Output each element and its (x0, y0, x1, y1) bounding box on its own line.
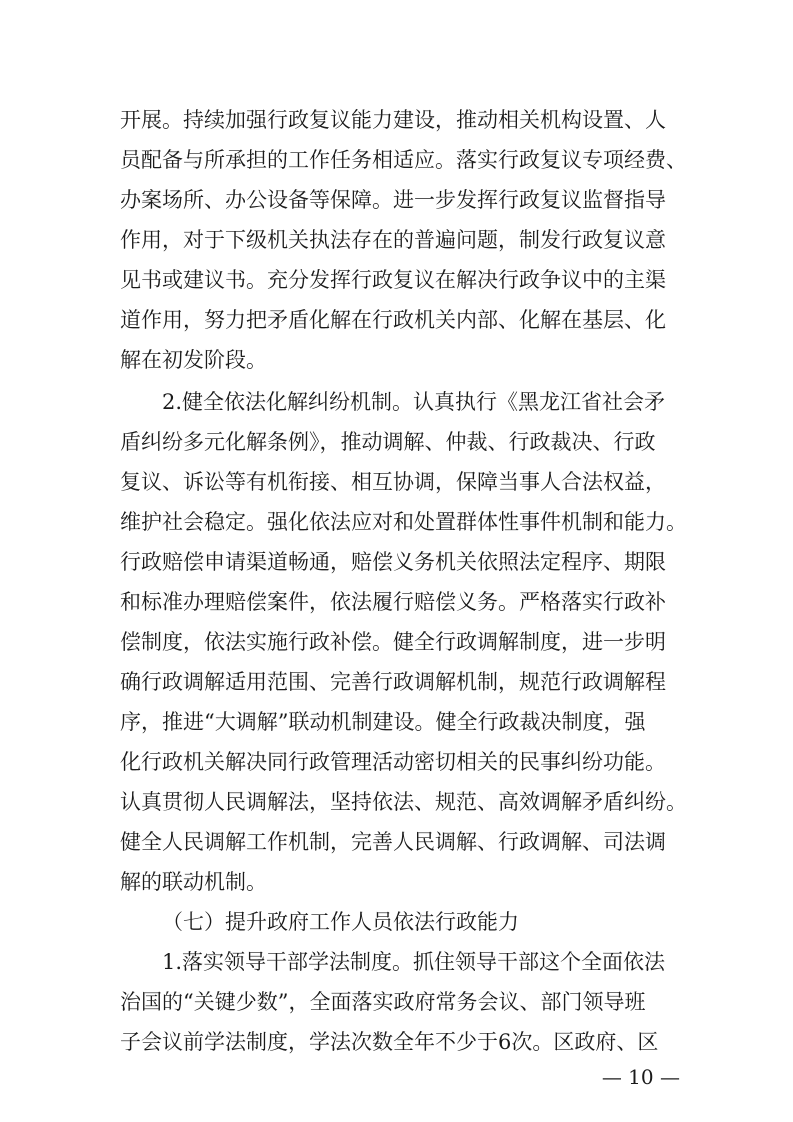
text-line-18: 认真贯彻人民调解法，坚持依法、规范、高效调解矛盾纠纷。 (120, 790, 687, 814)
text-line-8: 2.健全依法化解纠纷机制。认真执行《黑龙江省社会矛 (162, 390, 666, 414)
section-heading: （七）提升政府工作人员依法行政能力 (162, 910, 519, 934)
text-line-17: 化行政机关解决同行政管理活动密切相关的民事纠纷功能。 (120, 750, 666, 774)
text-line-1: 开展。持续加强行政复议能力建设，推动相关机构设置、人 (120, 108, 666, 132)
page-number: — 10 — (601, 1065, 680, 1089)
text-line-4: 作用，对于下级机关执法存在的普遍问题，制发行政复议意 (120, 228, 666, 252)
text-line-10: 复议、诉讼等有机衔接、相互协调，保障当事人合法权益， (120, 470, 666, 494)
text-line-12: 行政赔偿申请渠道畅通，赔偿义务机关依照法定程序、期限 (120, 550, 666, 574)
text-line-13: 和标准办理赔偿案件，依法履行赔偿义务。严格落实行政补 (120, 590, 666, 614)
text-line-2: 员配备与所承担的工作任务相适应。落实行政复议专项经费、 (120, 148, 687, 172)
text-line-3: 办案场所、办公设备等保障。进一步发挥行政复议监督指导 (120, 188, 666, 212)
text-line-7: 解在初发阶段。 (120, 348, 267, 372)
text-line-9: 盾纠纷多元化解条例》，推动调解、仲裁、行政裁决、行政 (120, 430, 656, 454)
text-line-14: 偿制度，依法实施行政补偿。健全行政调解制度，进一步明 (120, 630, 666, 654)
text-line-22: 1.落实领导干部学法制度。抓住领导干部这个全面依法 (162, 950, 666, 974)
text-line-23: 治国的“关键少数”，全面落实政府常务会议、部门领导班 (120, 990, 646, 1014)
text-line-15: 确行政调解适用范围、完善行政调解机制，规范行政调解程 (120, 670, 666, 694)
text-line-24: 子会议前学法制度，学法次数全年不少于6次。区政府、区 (120, 1030, 659, 1054)
text-line-6: 道作用，努力把矛盾化解在行政机关内部、化解在基层、化 (120, 308, 666, 332)
text-line-20: 解的联动机制。 (120, 870, 267, 894)
text-line-5: 见书或建议书。充分发挥行政复议在解决行政争议中的主渠 (120, 268, 666, 292)
text-line-11: 维护社会稳定。强化依法应对和处置群体性事件机制和能力。 (120, 510, 687, 534)
text-line-19: 健全人民调解工作机制，完善人民调解、行政调解、司法调 (120, 830, 666, 854)
text-line-16: 序，推进“大调解”联动机制建设。健全行政裁决制度，强 (120, 710, 646, 734)
